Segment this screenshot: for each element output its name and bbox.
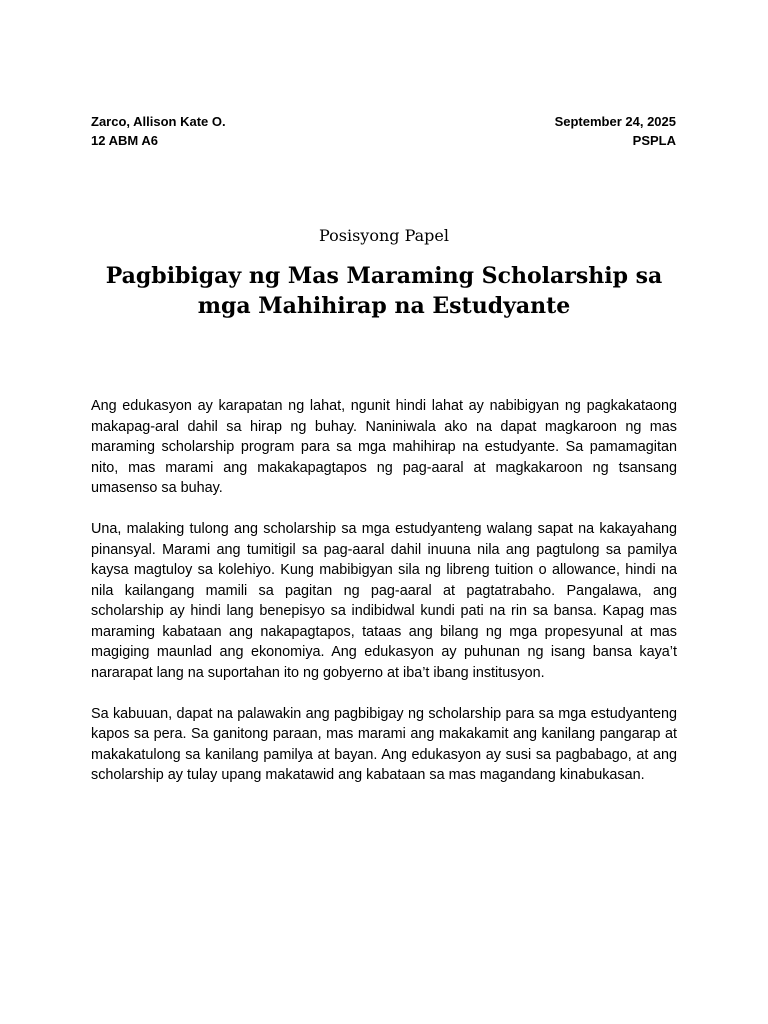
header-left (91, 112, 226, 150)
document-header (91, 112, 676, 150)
document-body (91, 396, 677, 806)
header-right (555, 112, 676, 150)
document-title: Pagbibigay ng Mas Maraming Scholarship sa mga Mahihirap na Estudyante (105, 263, 663, 319)
author-name: Zarco, Allison Kate O. (91, 114, 226, 129)
document-type: Posisyong Papel (318, 226, 449, 245)
paragraph-introduction: Ang edukasyon ay karapatan ng lahat, ngunit hindi lahat ay nabibigyan ng pagkakataong makapag-aral dahil sa hirap ng buhay. Naniniwala ako na dapat magkaroon ng mas maraming scholarship program para sa mga mahihirap na estudyante. Sa pamamagitan nito, mas marami ang makakapagtapos ng pag-aaral at magkakaroon ng tsansang umasenso sa buhay. (91, 398, 677, 496)
school-name: PSPLA (632, 133, 676, 148)
paragraph-arguments: Una, malaking tulong ang scholarship sa mga estudyanteng walang sapat na kakayahang pinansyal. Marami ang tumitigil sa pag-aaral dahil inuuna nila ang pagtulong sa pamilya kaysa magtuloy sa kolehiyo. Kung mabibigyan sila ng libreng tuition o allowance, hindi na nila kailangang mamili sa pagitan ng pag-aaral at pagtatrabaho. Pangalawa, ang scholarship ay hindi lang benepisyo sa indibidwal kundi pati na rin sa bansa. Kapag mas maraming kabataan ang nakapagtapos, tataas ang bilang ng mga propesyunal at mas magiging maunlad ang ekonomiya. Ang edukasyon ay puhunan ng isang bansa kaya’t nararapat lang na suportahan ito ng gobyerno at iba’t ibang institusyon. (91, 521, 677, 681)
document-date: September 24, 2025 (554, 114, 676, 129)
paragraph-conclusion: Sa kabuuan, dapat na palawakin ang pagbibigay ng scholarship para sa mga estudyanteng kapos sa pera. Sa ganitong paraan, mas marami ang makakamit ang kanilang pangarap at makakatulong sa kanilang pamilya at bayan. Ang edukasyon ay susi sa pagbabago, at ang scholarship ay tulay upang makatawid ang kabataan sa mas magandang kinabukasan. (91, 705, 677, 783)
student-section: 12 ABM A6 (91, 133, 158, 148)
